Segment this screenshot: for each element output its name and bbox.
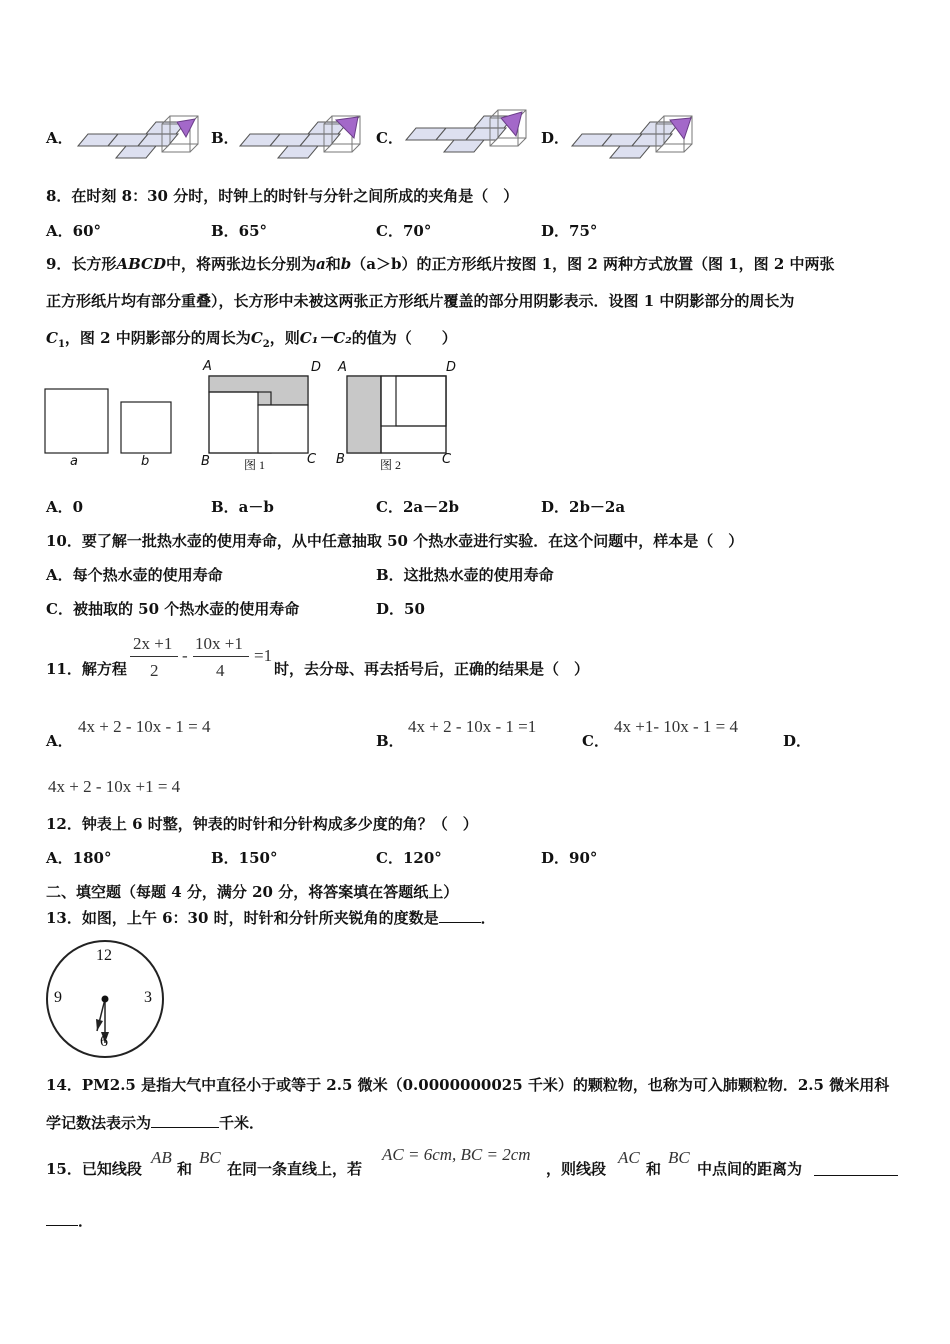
q9-text: 和 [325, 255, 341, 273]
q15-p2: 在同一条直线上，若 [227, 1160, 363, 1178]
q9-text: 的正方形纸片按图 1，图 2 两种方式放置（图 1，图 2 中两张 [416, 255, 835, 273]
q14-line-2 [46, 1113, 264, 1133]
q13-answer-blank[interactable] [439, 909, 481, 923]
q8-option-c: C．70° [376, 222, 432, 240]
q7-option-d-net-figure [570, 112, 695, 162]
q9-text: ，图 2 中阴影部分的周长为 [64, 329, 251, 347]
q9-text: 的值为（ ） [351, 329, 457, 347]
q10-option-b: B．这批热水壶的使用寿命 [376, 566, 554, 584]
q12-option-d: D．90° [541, 849, 598, 867]
q7-option-a-label: A． [46, 129, 73, 147]
q9-line-3 [46, 328, 457, 355]
q9-line-2: 正方形纸片均有部分重叠），长方形中未被这两张正方形纸片覆盖的部分用阴影表示．设图 1 中阴影部分的周长为 [46, 292, 795, 310]
q11-minus: - [182, 646, 188, 665]
q9-abcd: ABCD [116, 255, 166, 273]
q9-condition: （a＞b） [351, 255, 417, 273]
q11-frac1-den: 2 [150, 661, 159, 680]
q9-text: 中，将两张边长分别为 [165, 255, 316, 273]
q9-figure-2 [346, 375, 450, 455]
q9-fig2-B: B [336, 452, 345, 467]
q11-prefix: 11．解方程 [46, 660, 127, 678]
q15-bc: BC [199, 1148, 221, 1167]
q15-ab: AB [151, 1148, 172, 1167]
clock-center [102, 996, 109, 1003]
q12-stem: 12．钟表上 6 时整，钟表的时针和分针构成多少度的角？（ ） [46, 815, 478, 833]
q9-c2: C [250, 329, 263, 347]
q9-fig1-D: D [311, 360, 322, 375]
q15-answer-blank-cont[interactable] [46, 1225, 78, 1226]
q9-option-d: D．2b－2a [541, 498, 626, 516]
q10-option-d: D．50 [376, 600, 425, 618]
q7-option-b-net-figure [238, 112, 363, 162]
q13-stem [46, 908, 496, 928]
q15-p4: 中点间的距离为 [697, 1160, 803, 1178]
square-b [121, 402, 171, 453]
q15-and1: 和 [177, 1160, 193, 1178]
q9-option-b: B．a－b [211, 498, 274, 516]
q9-fig2-caption: 图 2 [380, 458, 402, 472]
q15-p3: ，则线段 [546, 1160, 607, 1178]
q9-fig1-B: B [201, 454, 210, 469]
q11-option-c-label: C． [582, 732, 609, 750]
clock-9: 9 [54, 989, 62, 1006]
q14-end: 千米． [219, 1114, 265, 1132]
q9-option-c: C．2a－2b [376, 498, 460, 516]
q9-fig1-A: A [203, 359, 212, 374]
q11-option-a-label: A． [46, 732, 73, 750]
q9-text: 9．长方形 [46, 255, 117, 273]
q9-fig1-C: C [307, 452, 317, 467]
q11-option-b-label: B． [376, 732, 404, 750]
q11-frac2-bar [193, 656, 249, 657]
q7-option-a-net-figure [76, 112, 201, 162]
q9-c1: C [46, 329, 58, 347]
q9-label-a: a [70, 454, 78, 469]
q15-end: ． [78, 1212, 94, 1230]
clock-6: 6 [100, 1033, 108, 1050]
q9-label-b: b [141, 454, 150, 469]
q11-option-d-expr: 4x + 2 - 10x +1 = 4 [48, 777, 181, 796]
q10-option-c: C．被抽取的 50 个热水壶的使用寿命 [46, 600, 300, 618]
q11-frac2-den: 4 [216, 661, 225, 680]
q13-text: 13．如图，上午 6：30 时，时针和分针所夹锐角的度数是 [46, 909, 439, 927]
q9-var-a: a [316, 255, 326, 273]
q9-var-b: b [340, 255, 352, 273]
q9-fig2-D: D [446, 360, 457, 375]
q8-option-a: A．60° [46, 222, 102, 240]
q9-expression: C₁－C₂ [299, 329, 352, 347]
q8-option-b: B．65° [211, 222, 268, 240]
q12-option-b: B．150° [211, 849, 278, 867]
q9-c2-sub: 2 [262, 339, 270, 350]
q11-frac1-num: 2x +1 [133, 634, 173, 653]
q10-option-a: A．每个热水壶的使用寿命 [46, 566, 223, 584]
q9-figure-1 [208, 375, 312, 455]
q9-squares-figure [44, 386, 179, 472]
q7-option-c-label: C． [376, 129, 403, 147]
q11-frac1-bar [130, 656, 178, 657]
q14-text: 学记数法表示为 [46, 1114, 152, 1132]
q11-suffix: 时，去分母、再去括号后，正确的结果是（ ） [274, 660, 590, 678]
q11-option-c-expr: 4x +1- 10x - 1 = 4 [614, 717, 738, 736]
q10-stem: 10．要了解一批热水壶的使用寿命，从中任意抽取 50 个热水壶进行实验．在这个问题中，样本是（ ） [46, 532, 744, 550]
q15-p1: 15．已知线段 [46, 1160, 142, 1178]
q15-ac: AC [618, 1148, 640, 1167]
q7-option-b-label: B． [211, 129, 239, 147]
q15-bc2: BC [668, 1148, 690, 1167]
q8-stem: 8．在时刻 8：30 分时，时钟上的时针与分针之间所成的夹角是（ ） [46, 187, 519, 205]
q7-option-c-net-figure [404, 106, 529, 158]
section-2-heading: 二、填空题（每题 4 分，满分 20 分，将答案填在答题纸上） [46, 883, 459, 901]
q11-option-b-expr: 4x + 2 - 10x - 1 =1 [408, 717, 537, 736]
clock-12: 12 [96, 947, 112, 964]
q15-answer-blank[interactable] [814, 1175, 898, 1176]
q9-text: ，则 [269, 329, 300, 347]
q14-answer-blank[interactable] [151, 1114, 219, 1128]
q11-rhs: =1 [254, 646, 273, 665]
q8-option-d: D．75° [541, 222, 598, 240]
q14-line-1: 14．PM2.5 是指大气中直径小于或等于 2.5 微米（0.0000000025 千米）的颗粒物，也称为可入肺颗粒物．2.5 微米用科 [46, 1076, 890, 1094]
q11-frac2-num: 10x +1 [195, 634, 243, 653]
q9-fig2-C: C [442, 452, 452, 467]
q12-option-c: C．120° [376, 849, 442, 867]
q11-option-d-label: D． [783, 732, 812, 750]
q13-end: ． [480, 909, 496, 927]
q9-fig1-caption: 图 1 [244, 458, 266, 472]
q15-condition: AC = 6cm, BC = 2cm [382, 1145, 531, 1164]
q7-option-d-label: D． [541, 129, 570, 147]
q15-and2: 和 [646, 1160, 662, 1178]
q12-option-a: A．180° [46, 849, 112, 867]
q9-fig2-A: A [338, 360, 347, 375]
square-a [45, 389, 108, 453]
q9-line-1 [46, 254, 835, 274]
q9-c1-sub: 1 [57, 339, 65, 350]
q11-option-a-expr: 4x + 2 - 10x - 1 = 4 [78, 717, 211, 736]
clock-3: 3 [144, 989, 152, 1006]
q9-option-a: A．0 [46, 498, 84, 516]
